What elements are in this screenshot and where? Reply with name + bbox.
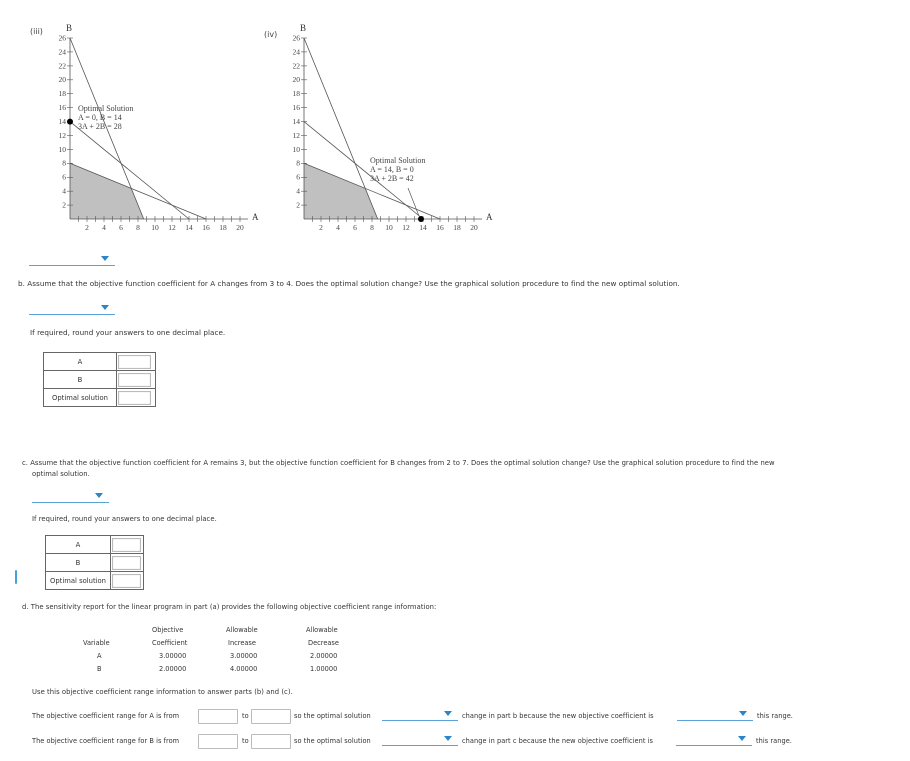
range-b-from-input[interactable] [198,734,238,749]
chevron-down-icon [738,736,746,741]
graph-choice-dropdown[interactable] [29,253,115,266]
row-label-a: A [44,353,117,371]
chevron-down-icon [444,736,452,741]
part-b-answer-table [43,352,156,407]
chevron-down-icon [739,711,747,716]
svg-text:14: 14 [58,117,66,126]
part-b-a-input[interactable] [118,355,151,369]
optimal-point [67,119,73,125]
svg-text:18: 18 [58,89,66,99]
row-label-a: A [46,536,111,554]
table-row [46,536,144,554]
range-a-from-input[interactable] [198,709,238,724]
svg-text:Optimal Solution: Optimal Solution [370,156,426,165]
svg-text:14: 14 [185,223,193,232]
svg-text:8: 8 [136,223,140,232]
header-decrease: Decrease [308,639,339,647]
row-label-b: B [44,371,117,389]
sentence-b-change-dropdown[interactable] [382,733,458,746]
svg-text:24: 24 [58,47,66,57]
svg-text:24: 24 [292,47,300,57]
chart-iii-y-label: B [66,23,73,33]
svg-text:18: 18 [292,89,300,99]
svg-text:20: 20 [292,75,300,85]
header-objective: Objective [152,626,184,634]
svg-text:16: 16 [58,103,66,112]
part-b-question: b. Assume that the objective function coefficient for A changes from 3 to 4. Does the optimal solution change? Use the graphical solution procedure to find the new optimal solution. [18,279,680,288]
part-c-round-note: If required, round your answers to one decimal place. [32,515,217,523]
svg-text:18: 18 [453,223,461,232]
svg-text:4: 4 [62,186,66,196]
chart-iv [275,20,500,235]
svg-text:12: 12 [402,223,410,232]
sentence-a-suffix: this range. [757,712,793,720]
svg-text:26: 26 [58,33,66,43]
table-row [46,572,144,590]
optimal-point [418,216,424,222]
svg-text:3A + 2B = 28: 3A + 2B = 28 [78,122,122,131]
sentence-b-suffix: this range. [756,737,792,745]
svg-text:14: 14 [292,117,300,126]
svg-text:A: A [486,212,493,222]
svg-text:6: 6 [62,172,66,182]
part-c-a-input[interactable] [112,538,141,552]
svg-text:2: 2 [319,223,323,232]
svg-text:Optimal Solution: Optimal Solution [78,104,134,113]
header-variable: Variable [83,639,110,647]
sentence-b-range-dropdown[interactable] [676,733,752,746]
svg-text:4: 4 [336,223,340,232]
part-c-change-dropdown[interactable] [32,490,109,503]
svg-text:8: 8 [370,223,374,232]
coef-a: 3.00000 [159,652,187,660]
chevron-down-icon [444,711,452,716]
use-note: Use this objective coefficient range information to answer parts (b) and (c). [32,688,293,696]
decrease-a: 2.00000 [310,652,338,660]
chevron-down-icon [101,305,109,310]
svg-text:22: 22 [292,61,300,71]
sentence-b-to: to [242,737,249,745]
range-a-to-input[interactable] [251,709,291,724]
svg-text:6: 6 [119,223,123,232]
svg-text:12: 12 [168,223,176,232]
header-allowable-decrease-top: Allowable [306,626,338,634]
increase-a: 3.00000 [230,652,258,660]
svg-text:16: 16 [436,223,444,232]
var-b: B [97,665,102,673]
chart-iii [40,20,270,235]
part-c-question-line1: c. Assume that the objective function coefficient for A remains 3, but the objective function coefficient for B changes from 2 to 7. Does the optimal solution change? Use the graphical solution procedure to find the new [22,459,775,467]
sentence-a-range-dropdown[interactable] [677,708,753,721]
svg-text:12: 12 [58,130,66,140]
svg-text:3A + 2B = 42: 3A + 2B = 42 [370,174,414,183]
text-cursor-marker [15,570,17,584]
svg-text:4: 4 [296,186,300,196]
row-label-optimal-solution: Optimal solution [44,389,117,407]
row-label-optimal-solution: Optimal solution [46,572,111,590]
sentence-a-prefix: The objective coefficient range for A is from [32,712,180,720]
svg-text:A = 0, B = 14: A = 0, B = 14 [78,113,122,122]
svg-text:8: 8 [62,158,66,168]
increase-b: 4.00000 [230,665,258,673]
chevron-down-icon [95,493,103,498]
coef-b: 2.00000 [159,665,187,673]
part-b-round-note: If required, round your answers to one decimal place. [30,328,226,337]
part-c-b-input[interactable] [112,556,141,570]
svg-text:18: 18 [219,223,227,232]
svg-text:8: 8 [296,158,300,168]
sentence-a-to: to [242,712,249,720]
svg-text:14: 14 [419,223,427,232]
svg-text:26: 26 [292,33,300,43]
svg-text:10: 10 [58,144,66,154]
svg-text:4: 4 [102,223,106,232]
part-c-answer-table [45,535,144,590]
svg-text:2: 2 [296,200,300,210]
part-d-intro: d. The sensitivity report for the linear program in part (a) provides the following objective coefficient range information: [22,603,437,611]
svg-text:A = 14, B = 0: A = 14, B = 0 [370,165,414,174]
svg-text:10: 10 [151,223,159,232]
header-allowable-increase-top: Allowable [226,626,258,634]
part-c-question-line2: optimal solution. [32,470,90,478]
svg-text:B: B [300,23,307,33]
svg-text:2: 2 [62,200,66,210]
sentence-a-after-dropdown: change in part b because the new objective coefficient is [462,712,654,720]
sentence-a-change-dropdown[interactable] [382,708,458,721]
svg-text:6: 6 [296,172,300,182]
part-b-change-dropdown[interactable] [29,302,115,315]
svg-text:16: 16 [292,103,300,112]
part-b-b-input[interactable] [118,373,151,387]
table-row [46,554,144,572]
svg-text:22: 22 [58,61,66,71]
sentence-a-mid: so the optimal solution [294,712,371,720]
header-increase: Increase [228,639,256,647]
table-row [44,353,156,371]
var-a: A [97,652,102,660]
sentence-b-mid: so the optimal solution [294,737,371,745]
table-row [44,389,156,407]
decrease-b: 1.00000 [310,665,338,673]
svg-text:10: 10 [385,223,393,232]
part-b-optimal-solution-input[interactable] [118,391,151,405]
svg-text:6: 6 [353,223,357,232]
table-row [44,371,156,389]
header-coefficient: Coefficient [152,639,188,647]
sentence-b-after-dropdown: change in part c because the new objective coefficient is [462,737,654,745]
svg-text:20: 20 [58,75,66,85]
range-b-to-input[interactable] [251,734,291,749]
row-label-b: B [46,554,111,572]
svg-text:16: 16 [202,223,210,232]
svg-text:10: 10 [292,144,300,154]
svg-text:20: 20 [236,223,244,232]
svg-text:20: 20 [470,223,478,232]
svg-text:12: 12 [292,130,300,140]
chart-iii-x-label: A [252,212,259,222]
chart-iii-label: (iii) [30,27,43,36]
svg-text:2: 2 [85,223,89,232]
part-c-optimal-solution-input[interactable] [112,574,141,588]
sentence-b-prefix: The objective coefficient range for B is from [32,737,180,745]
chevron-down-icon [101,256,109,261]
chart-iv-label: (iv) [264,30,278,39]
